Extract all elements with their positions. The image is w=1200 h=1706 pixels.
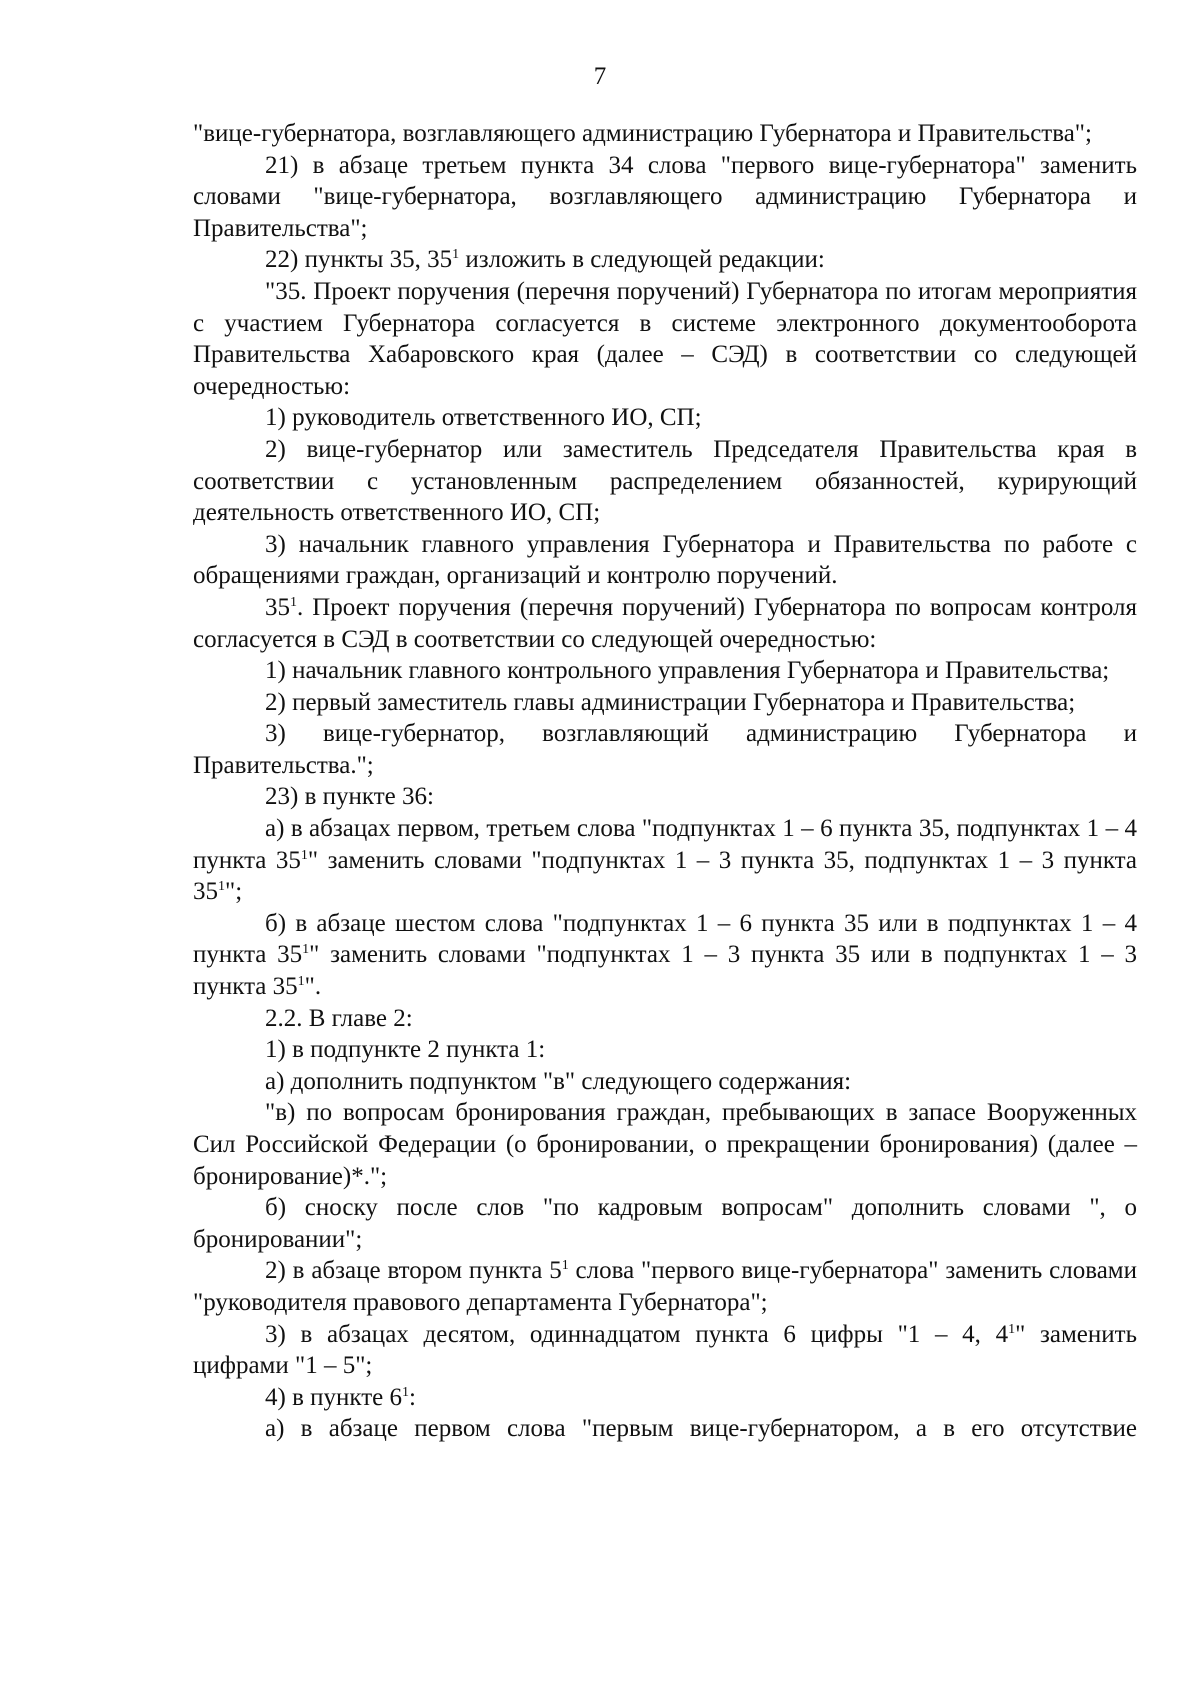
text-run: изложить в следующей редакции:: [459, 246, 825, 274]
text-run: . Проект поручения (перечня поручений) Губернатора по вопросам контроля согласуется в СЭД в соответствии со следующей очередностью:: [193, 593, 1137, 653]
text-run: б) сноску после слов "по кадровым вопросам" дополнить словами ", о бронировании";: [193, 1194, 1137, 1253]
text-run: "в) по вопросам бронирования граждан, пребывающих в запасе Вооруженных Сил Российской Федерации (о бронировании, о прекращении бронирования) (далее – бронирование)*.";: [193, 1099, 1137, 1190]
text-run: :: [408, 1383, 416, 1411]
superscript: 1: [300, 847, 308, 863]
paragraph-p05: [193, 402, 1137, 434]
text-run: 1) в подпункте 2 пункта 1:: [265, 1036, 546, 1064]
paragraph-p15: [193, 1003, 1137, 1035]
text-run: слова "первого вице-губернатора" заменить словами "руководителя правового департамента Губернатора";: [193, 1257, 1137, 1316]
text-run: 2) в абзаце втором пункта 5: [265, 1257, 562, 1285]
paragraph-p06: [193, 434, 1137, 529]
text-run: 2.2. В главе 2:: [265, 1004, 413, 1032]
paragraph-p11: [193, 718, 1137, 781]
text-run: 21) в абзаце третьем пункта 34 слова "первого вице-губернатора" заменить словами "вице-губернатора, возглавляющего администрацию Губернатора и Правительства";: [193, 151, 1137, 242]
text-run: б) в абзаце шестом слова "подпунктах 1 – 6 пункта 35 или в подпунктах 1 – 4 пункта 35: [193, 909, 1137, 969]
text-run: "вице-губернатора, возглавляющего администрацию Губернатора и Правительства";: [193, 120, 1092, 147]
document-body: [193, 118, 1137, 1445]
page-number: 7: [593, 63, 607, 90]
paragraph-p12: [193, 781, 1137, 813]
text-run: 3) вице-губернатор, возглавляющий администрацию Губернатора и Правительства.";: [193, 720, 1137, 779]
text-run: 2) первый заместитель главы администрации Губернатора и Правительства;: [265, 688, 1076, 716]
paragraph-p07: [193, 529, 1137, 592]
text-run: " заменить словами "подпунктах 1 – 3 пункта 35 или в подпунктах 1 – 3 пункта 35: [193, 941, 1137, 1001]
text-run: 3) начальник главного управления Губернатора и Правительства по работе с обращениями граждан, организаций и контролю поручений.: [193, 530, 1137, 590]
superscript: 1: [218, 879, 225, 895]
superscript: 1: [302, 942, 310, 958]
text-run: ";: [225, 878, 243, 906]
paragraph-p04: [193, 276, 1137, 402]
text-run: 3) в абзацах десятом, одиннадцатом пункта 6 цифры "1 – 4, 4: [265, 1320, 1009, 1348]
text-run: ".: [304, 973, 322, 1001]
paragraph-p20: [193, 1255, 1137, 1318]
superscript: 1: [401, 1384, 409, 1400]
paragraph-p01: [193, 118, 1137, 150]
paragraph-p03: [193, 244, 1137, 276]
paragraph-p21: [193, 1319, 1137, 1382]
text-run: а) в абзацах первом, третьем слова "подпунктах 1 – 6 пункта 35, подпунктах 1 – 4 пункта 35: [193, 815, 1137, 874]
text-run: 22) пункты 35, 35: [265, 246, 453, 274]
text-run: а) дополнить подпунктом "в" следующего содержания:: [265, 1067, 852, 1095]
text-run: а) в абзаце первом слова "первым вице-губернатором, а в его отсутствие: [265, 1415, 1137, 1443]
text-run: 1) руководитель ответственного ИО, СП;: [265, 404, 702, 432]
paragraph-p13: [193, 813, 1137, 908]
superscript: 1: [1008, 1321, 1016, 1337]
text-run: 1) начальник главного контрольного управления Губернатора и Правительства;: [265, 657, 1110, 685]
paragraph-p14: [193, 908, 1137, 1003]
paragraph-p23: [193, 1413, 1137, 1445]
paragraph-p22: [193, 1382, 1137, 1414]
paragraph-p18: [193, 1097, 1137, 1192]
text-run: 23) в пункте 36:: [265, 783, 434, 811]
text-run: 4) в пункте 6: [265, 1383, 402, 1411]
text-run: 2) вице-губернатор или заместитель Председателя Правительства края в соответствии с установленным распределением обязанностей, курирующий деятельность ответственного ИО, СП;: [193, 435, 1137, 527]
paragraph-p17: [193, 1066, 1137, 1098]
paragraph-p16: [193, 1034, 1137, 1066]
paragraph-p08: [193, 592, 1137, 655]
paragraph-p10: [193, 687, 1137, 719]
text-run: " заменить словами "подпунктах 1 – 3 пункта 35, подпунктах 1 – 3 пункта 35: [193, 846, 1137, 906]
text-run: 35: [265, 593, 290, 621]
superscript: 1: [452, 247, 460, 263]
superscript: 1: [561, 1258, 569, 1274]
paragraph-p02: [193, 150, 1137, 245]
superscript: 1: [290, 594, 297, 610]
text-run: " заменить цифрами "1 – 5";: [193, 1320, 1137, 1380]
paragraph-p09: [193, 655, 1137, 687]
text-run: "35. Проект поручения (перечня поручений) Губернатора по итогам мероприятия с участием Губернатора согласуется в системе электронного документооборота Правительства Хабаровского края (далее – СЭД) в соответствии со следующей очередностью:: [193, 277, 1137, 400]
superscript: 1: [297, 974, 305, 990]
paragraph-p19: [193, 1192, 1137, 1255]
